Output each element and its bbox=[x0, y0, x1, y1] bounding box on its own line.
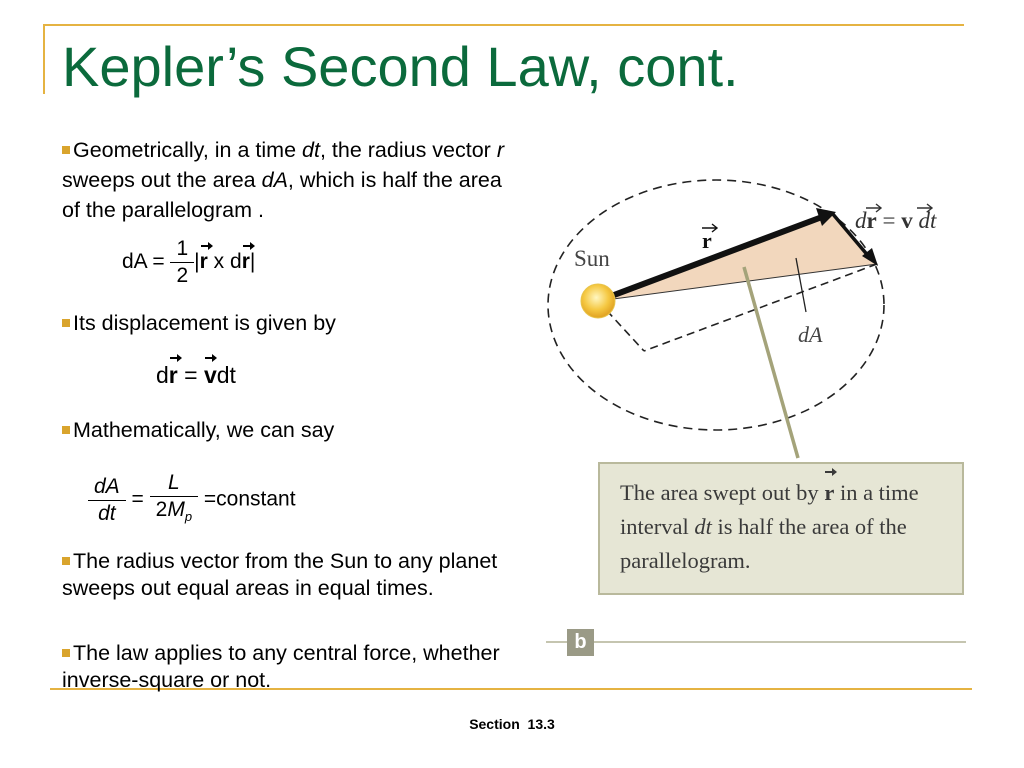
sun-label: Sun bbox=[574, 246, 610, 271]
panel-badge: b bbox=[567, 629, 594, 656]
bullet-equal-areas: The radius vector from the Sun to any planet sweeps out equal areas in equal times. bbox=[62, 549, 498, 600]
frame-left-line bbox=[43, 24, 45, 94]
bullet-marker bbox=[62, 146, 70, 154]
dr-equation-label: dr = v dt bbox=[855, 208, 937, 233]
orbit-diagram bbox=[540, 170, 970, 470]
frame-top-line bbox=[43, 24, 964, 26]
bullet-marker bbox=[62, 649, 70, 657]
panel-divider bbox=[546, 641, 966, 643]
bullet-marker bbox=[62, 426, 70, 434]
bullet-central-force: The law applies to any central force, whether inverse-square or not. bbox=[62, 641, 500, 692]
footer-section: Section 13.3 bbox=[469, 716, 555, 732]
bullet-geometric: Geometrically, in a time dt, the radius vector r sweeps out the area dA, which is half the area of the parallelogram . bbox=[62, 138, 504, 222]
da-label: dA bbox=[798, 322, 823, 347]
slide-title: Kepler’s Second Law, cont. bbox=[62, 35, 739, 98]
figure-caption: The area swept out by r in a time interval dt is half the area of the parallelogram. bbox=[598, 462, 964, 595]
bullet-displacement: Its displacement is given by bbox=[62, 308, 522, 338]
caption-pointer-line bbox=[744, 267, 798, 458]
bullet-marker bbox=[62, 319, 70, 327]
r-vector-label: r bbox=[702, 228, 712, 253]
sun-icon bbox=[581, 284, 615, 318]
equation-constant: $\frac{dA}{dt}$ = $\frac{L}{2M_p}$ =constant bbox=[88, 470, 296, 530]
equation-displacement: dr = vdt bbox=[156, 362, 236, 388]
bullet-mathematical: Mathematically, we can say bbox=[62, 415, 522, 445]
bullet-marker bbox=[62, 557, 70, 565]
equation-area: dA = $\frac{1}{2}$ |r x dr| bbox=[122, 237, 256, 287]
